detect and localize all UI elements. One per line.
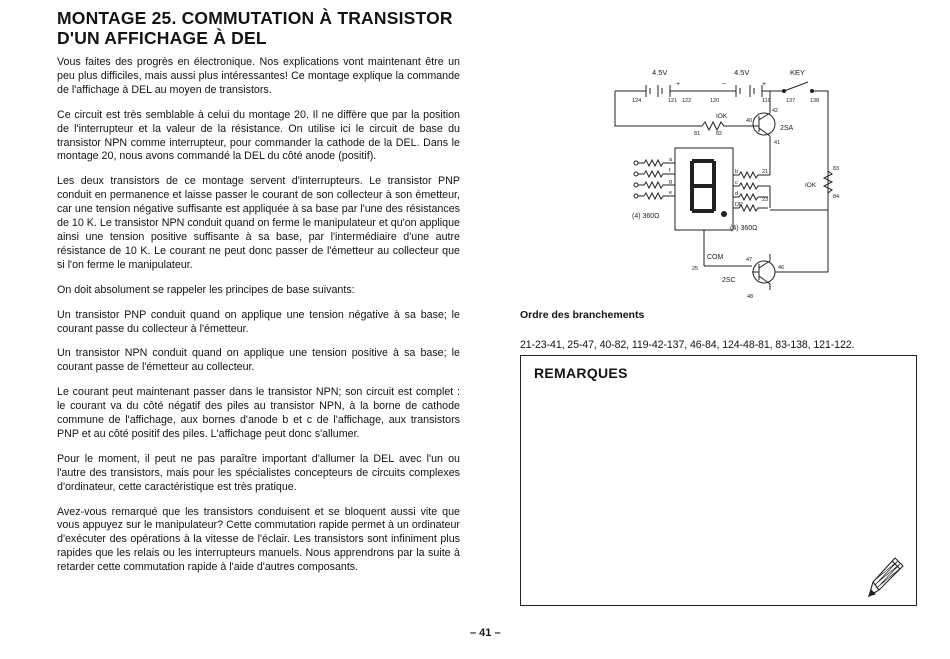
npn-label: 2SC	[722, 277, 736, 284]
terminal-label: 46	[778, 265, 785, 271]
com-label: COM	[707, 254, 724, 261]
base-resistor-symbol	[702, 122, 752, 130]
battery-2-symbol	[736, 85, 762, 97]
paragraph-7: Le courant peut maintenant passer dans le transistor NPN; son circuit est complet : le courant va du côté négatif des piles au transistor NPN, à la borne de cathode commune de l'affichage, aux bornes d'anode b et c de l'affichage, aux transistors PNP et au côté positif des piles. L'affichage peut donc s'allumer.	[57, 386, 460, 440]
terminal-label: 23	[762, 197, 769, 203]
pin-label-d: d	[735, 191, 739, 197]
paragraph-8: Pour le moment, il peut ne pas paraître important d'allumer la DEL avec l'un ou l'autre des transistors, mais pour les spécialistes concepteurs de circuits complexes d'ordinateur, cette caractéristique est très pratique.	[57, 452, 460, 493]
paragraph-9: Avez-vous remarqué que les transistors conduisent et se bloquent aussi vite que vous appuyez sur le manipulateur? Cette commutation rapide permet à un ordinateur d'exécuter des opérations à la vitesse de l'éclair. Les transistors sont infiniment plus rapides que les relais ou les interrupteurs manuels. Nous apprendrons par la suite à retarder cette commutation rapide à l'aide d'autres composants.	[57, 505, 460, 574]
paragraph-2: Ce circuit est très semblable à celui du montage 20. Il ne diffère que par la position de l'interrupteur et la valeur de la résistance. On utilise ici le circuit de base du transistor NPN comme interrupteur, pour commander la cathode de la DEL. Dans le montage 20, nous avons commandé la DEL du côté anode (positif).	[57, 108, 460, 163]
terminal-label: 48	[747, 294, 754, 300]
remarks-title: REMARQUES	[534, 365, 628, 381]
terminal-label: 84	[833, 194, 840, 200]
key-switch-symbol	[783, 82, 814, 93]
pin-label-e: e	[669, 190, 673, 196]
body-text	[57, 56, 460, 586]
plus-2: +	[762, 81, 767, 88]
pin-label-a: a	[669, 157, 673, 163]
paragraph-6: Un transistor NPN conduit quand on applique une tension positive à sa base; le courant passe de l'émetteur au collecteur.	[57, 347, 460, 374]
terminal-label: 82	[716, 131, 723, 137]
minus-1: −	[722, 81, 727, 88]
terminal-label: 47	[746, 257, 753, 263]
battery-2-label: 4.5V	[734, 68, 750, 77]
pin-label-b: b	[735, 169, 739, 175]
right-resistors-label: (4) 360Ω	[730, 225, 758, 232]
terminal-label: 121	[668, 98, 678, 104]
pin-label-c: c	[735, 180, 738, 186]
npn-transistor-symbol	[752, 210, 828, 290]
terminal-label: 40	[746, 118, 753, 124]
title-line-2: D'UN AFFICHAGE À DEL	[57, 28, 267, 48]
left-resistors-label: (4) 360Ω	[632, 213, 660, 220]
terminal-label: 81	[694, 131, 701, 137]
pin-label-g: g	[669, 179, 673, 185]
paragraph-3: Les deux transistors de ce montage servent d'interrupteurs. Le transistor PNP conduit en permanence et laisse passer le courant de son collecteur à son émetteur, car une tension négative suffisante est appliquée à sa base par l'une des résistances de 10 K. Le transistor NPN conduit quand on ferme le manipulateur et qu'on applique ainsi une tension positive suffisante à sa base, par l'intermédiaire d'une autre résistance de 10 K. Le courant ne peut donc passer de l'émetteur au collecteur que si l'on ferme le manipulateur.	[57, 175, 460, 271]
order-sequence: 21-23-41, 25-47, 40-82, 119-42-137, 46-84, 124-48-81, 83-138, 121-122.	[520, 339, 855, 351]
paragraph-5: Un transistor PNP conduit quand on applique une tension négative à sa base; le courant passe du collecteur à l'émetteur.	[57, 308, 460, 335]
pnp-label: 2SA	[780, 125, 794, 132]
battery-1-symbol	[646, 85, 670, 97]
order-title: Ordre des branchements	[520, 309, 645, 321]
terminal-label: 120	[710, 98, 720, 104]
terminal-label: 122	[682, 98, 692, 104]
pencil-icon	[859, 552, 909, 602]
terminal-label: 25	[692, 266, 699, 272]
terminal-label: 124	[632, 98, 642, 104]
paragraph-4: On doit absolument se rappeler les principes de base suivants:	[57, 283, 355, 296]
terminal-label: 41	[774, 140, 781, 146]
terminal-label: 137	[786, 98, 796, 104]
terminal-label: 42	[772, 108, 779, 114]
terminal-label: 21	[762, 169, 769, 175]
terminal-label: 119	[762, 98, 771, 104]
pin-label-f: f	[669, 168, 671, 174]
circuit-diagram	[612, 58, 852, 308]
battery-1-label: 4.5V	[652, 68, 668, 77]
paragraph-1: Vous faites des progrès en électronique. Nos explications vont maintenant être un peu plus difficiles, mais aussi plus intéressantes! Ce montage explique la commande de l'affichage à DEL au moyen de transistors.	[57, 56, 460, 96]
page-title	[57, 8, 477, 48]
terminal-label: 138	[810, 98, 820, 104]
title-line-1: MONTAGE 25. COMMUTATION À TRANSISTOR	[57, 8, 453, 28]
key-label: KEY	[790, 68, 806, 77]
base-resistor-label: IOK	[716, 113, 728, 120]
plus-1: +	[676, 81, 681, 88]
page-number: – 41 –	[470, 627, 501, 639]
right-resistor-label: IOK	[805, 182, 817, 189]
pin-label-dp: DP	[735, 202, 743, 208]
terminal-label: 83	[833, 166, 840, 172]
remarks-box	[520, 355, 917, 606]
